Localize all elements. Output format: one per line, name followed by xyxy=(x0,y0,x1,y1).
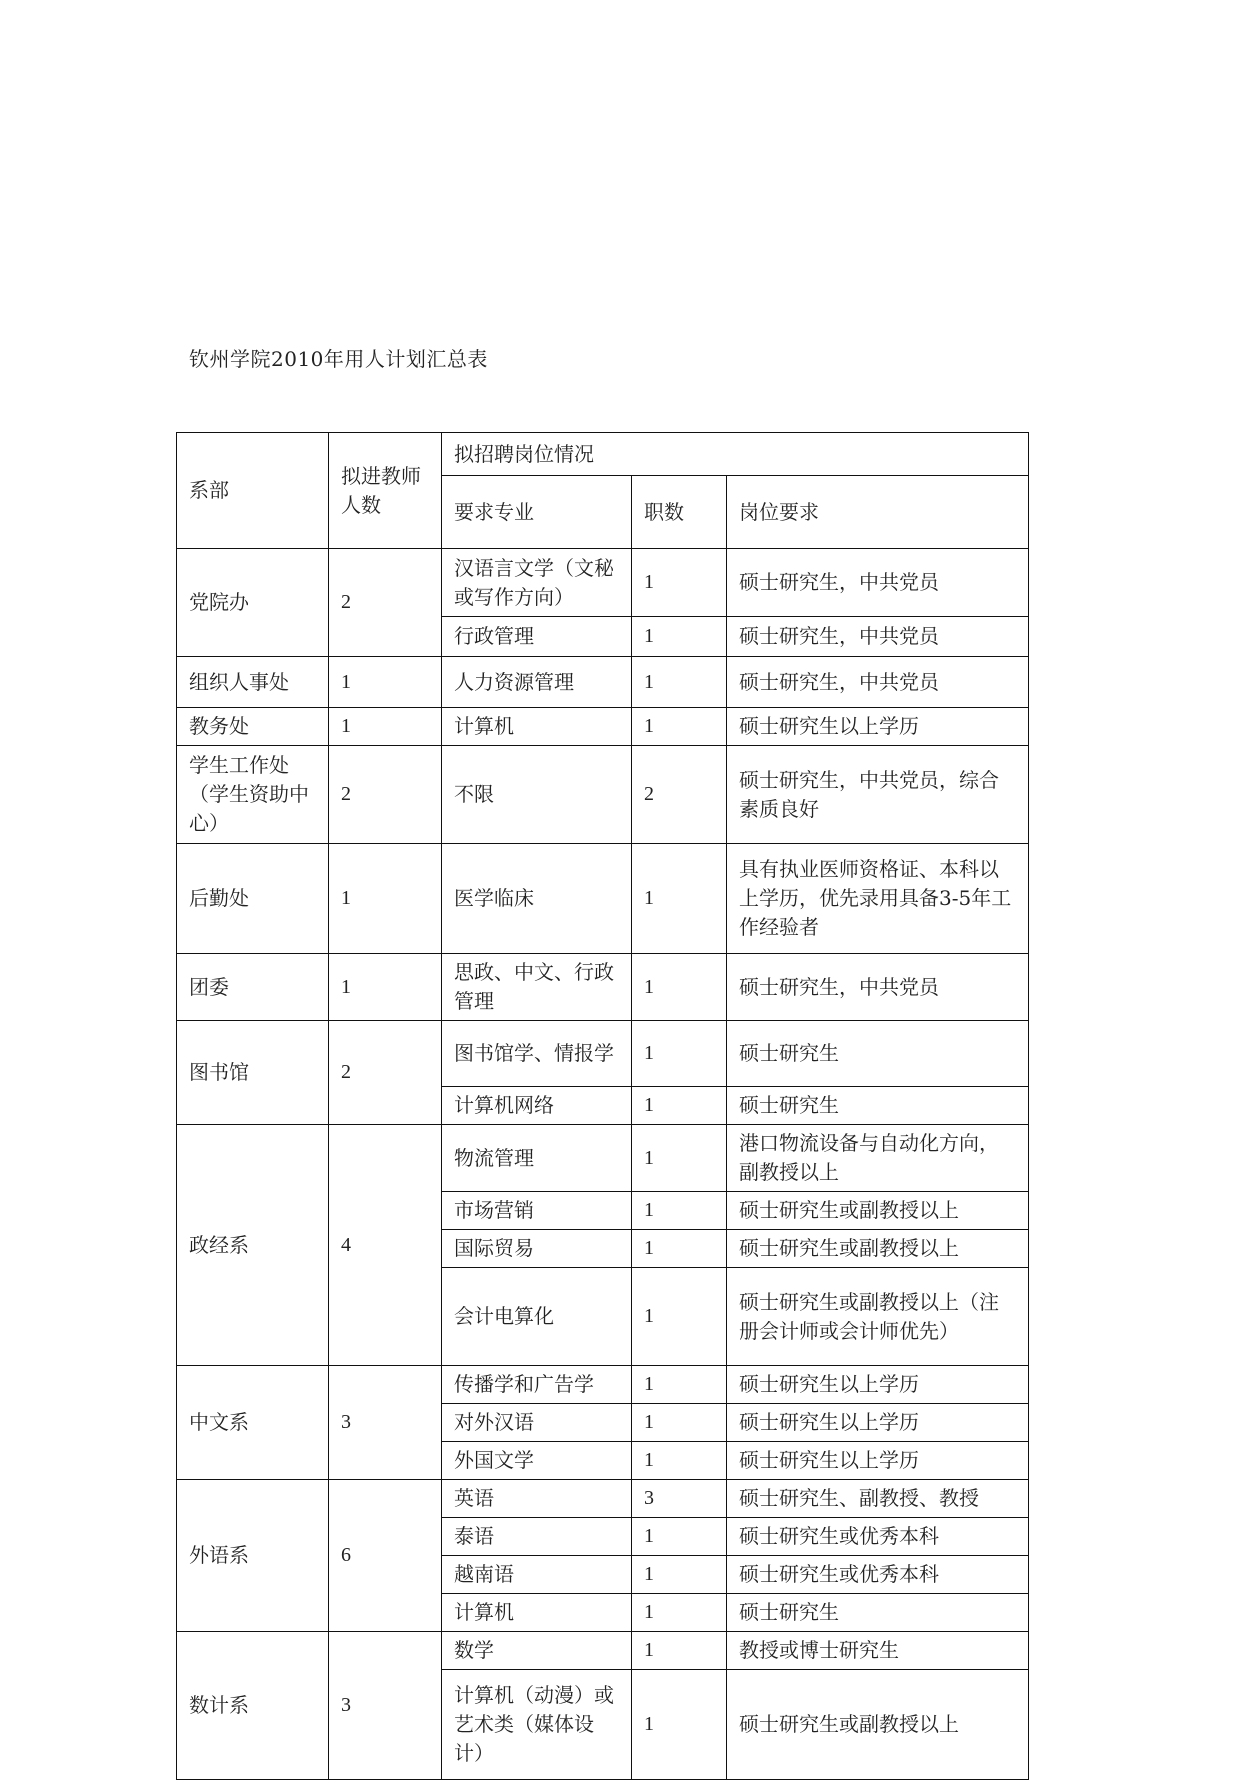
major-cell: 市场营销 xyxy=(442,1192,632,1230)
post-count-cell: 1 xyxy=(632,954,727,1021)
post-count-cell: 1 xyxy=(632,1670,727,1780)
requirement-cell: 硕士研究生以上学历 xyxy=(727,1442,1029,1480)
dept-name-cell: 教务处 xyxy=(177,708,329,746)
post-count-cell: 1 xyxy=(632,1021,727,1087)
post-count-cell: 1 xyxy=(632,1556,727,1594)
requirement-cell: 硕士研究生以上学历 xyxy=(727,1404,1029,1442)
planned-count-cell: 2 xyxy=(329,1021,442,1125)
requirement-cell: 硕士研究生或优秀本科 xyxy=(727,1518,1029,1556)
table-row xyxy=(177,746,1029,844)
requirement-cell: 硕士研究生 xyxy=(727,1594,1029,1632)
requirement-cell: 硕士研究生，中共党员 xyxy=(727,617,1029,657)
header-posts-group: 拟招聘岗位情况 xyxy=(442,433,1029,476)
major-cell: 计算机 xyxy=(442,708,632,746)
table-row xyxy=(177,657,1029,708)
dept-name-cell: 学生工作处（学生资助中心） xyxy=(177,746,329,844)
planned-count-cell: 3 xyxy=(329,1366,442,1480)
major-cell: 会计电算化 xyxy=(442,1268,632,1366)
requirement-cell: 硕士研究生、副教授、教授 xyxy=(727,1480,1029,1518)
requirement-cell: 硕士研究生以上学历 xyxy=(727,708,1029,746)
planned-count-cell: 2 xyxy=(329,549,442,657)
requirement-cell: 具有执业医师资格证、本科以上学历，优先录用具备3-5年工作经验者 xyxy=(727,844,1029,954)
post-count-cell: 1 xyxy=(632,549,727,617)
requirement-cell: 教授或博士研究生 xyxy=(727,1632,1029,1670)
post-count-cell: 1 xyxy=(632,657,727,708)
major-cell: 越南语 xyxy=(442,1556,632,1594)
dept-name-cell: 组织人事处 xyxy=(177,657,329,708)
post-count-cell: 1 xyxy=(632,844,727,954)
header-row-top xyxy=(177,433,1029,476)
post-count-cell: 3 xyxy=(632,1480,727,1518)
header-dept: 系部 xyxy=(177,433,329,549)
major-cell: 计算机（动漫）或艺术类（媒体设计） xyxy=(442,1670,632,1780)
major-cell: 物流管理 xyxy=(442,1125,632,1192)
table-row xyxy=(177,954,1029,1021)
planned-count-cell: 1 xyxy=(329,657,442,708)
header-major: 要求专业 xyxy=(442,476,632,549)
post-count-cell: 1 xyxy=(632,708,727,746)
requirement-cell: 硕士研究生 xyxy=(727,1021,1029,1087)
requirement-cell: 硕士研究生或副教授以上（注册会计师或会计师优先） xyxy=(727,1268,1029,1366)
dept-name-cell: 后勤处 xyxy=(177,844,329,954)
planned-count-cell: 4 xyxy=(329,1125,442,1366)
major-cell: 行政管理 xyxy=(442,617,632,657)
major-cell: 传播学和广告学 xyxy=(442,1366,632,1404)
post-count-cell: 1 xyxy=(632,1404,727,1442)
major-cell: 国际贸易 xyxy=(442,1230,632,1268)
post-count-cell: 1 xyxy=(632,1230,727,1268)
table-row xyxy=(177,844,1029,954)
dept-name-cell: 图书馆 xyxy=(177,1021,329,1125)
major-cell: 汉语言文学（文秘或写作方向） xyxy=(442,549,632,617)
requirement-cell: 硕士研究生或副教授以上 xyxy=(727,1192,1029,1230)
planned-count-cell: 1 xyxy=(329,708,442,746)
planned-count-cell: 1 xyxy=(329,954,442,1021)
major-cell: 思政、中文、行政管理 xyxy=(442,954,632,1021)
major-cell: 泰语 xyxy=(442,1518,632,1556)
dept-name-cell: 外语系 xyxy=(177,1480,329,1632)
planned-count-cell: 6 xyxy=(329,1480,442,1632)
table-row xyxy=(177,1480,1029,1518)
major-cell: 计算机 xyxy=(442,1594,632,1632)
table-body xyxy=(177,433,1029,1780)
table-row xyxy=(177,549,1029,617)
dept-name-cell: 中文系 xyxy=(177,1366,329,1480)
requirement-cell: 硕士研究生以上学历 xyxy=(727,1366,1029,1404)
planned-count-cell: 2 xyxy=(329,746,442,844)
post-count-cell: 1 xyxy=(632,1632,727,1670)
requirement-cell: 硕士研究生或优秀本科 xyxy=(727,1556,1029,1594)
table-row xyxy=(177,1632,1029,1670)
dept-name-cell: 政经系 xyxy=(177,1125,329,1366)
header-planned-count: 拟进教师人数 xyxy=(329,433,442,549)
requirement-cell: 硕士研究生，中共党员，综合素质良好 xyxy=(727,746,1029,844)
planned-count-cell: 3 xyxy=(329,1632,442,1780)
requirement-cell: 硕士研究生，中共党员 xyxy=(727,657,1029,708)
requirement-cell: 硕士研究生 xyxy=(727,1087,1029,1125)
major-cell: 图书馆学、情报学 xyxy=(442,1021,632,1087)
header-requirement: 岗位要求 xyxy=(727,476,1029,549)
post-count-cell: 1 xyxy=(632,1518,727,1556)
post-count-cell: 1 xyxy=(632,1087,727,1125)
dept-name-cell: 党院办 xyxy=(177,549,329,657)
major-cell: 英语 xyxy=(442,1480,632,1518)
major-cell: 医学临床 xyxy=(442,844,632,954)
post-count-cell: 1 xyxy=(632,1192,727,1230)
header-post-count: 职数 xyxy=(632,476,727,549)
major-cell: 不限 xyxy=(442,746,632,844)
planned-count-cell: 1 xyxy=(329,844,442,954)
requirement-cell: 硕士研究生，中共党员 xyxy=(727,549,1029,617)
dept-name-cell: 数计系 xyxy=(177,1632,329,1780)
table-row xyxy=(177,1021,1029,1087)
requirement-cell: 硕士研究生或副教授以上 xyxy=(727,1670,1029,1780)
requirement-cell: 硕士研究生，中共党员 xyxy=(727,954,1029,1021)
table-row xyxy=(177,1366,1029,1404)
dept-name-cell: 团委 xyxy=(177,954,329,1021)
post-count-cell: 1 xyxy=(632,1366,727,1404)
post-count-cell: 1 xyxy=(632,1125,727,1192)
post-count-cell: 1 xyxy=(632,617,727,657)
post-count-cell: 1 xyxy=(632,1594,727,1632)
document-title: 钦州学院2010年用人计划汇总表 xyxy=(189,347,488,371)
major-cell: 计算机网络 xyxy=(442,1087,632,1125)
major-cell: 数学 xyxy=(442,1632,632,1670)
staffing-plan-table xyxy=(176,432,1029,1780)
post-count-cell: 1 xyxy=(632,1268,727,1366)
major-cell: 人力资源管理 xyxy=(442,657,632,708)
table-row xyxy=(177,708,1029,746)
requirement-cell: 硕士研究生或副教授以上 xyxy=(727,1230,1029,1268)
table-row xyxy=(177,1125,1029,1192)
post-count-cell: 2 xyxy=(632,746,727,844)
requirement-cell: 港口物流设备与自动化方向，副教授以上 xyxy=(727,1125,1029,1192)
major-cell: 外国文学 xyxy=(442,1442,632,1480)
post-count-cell: 1 xyxy=(632,1442,727,1480)
major-cell: 对外汉语 xyxy=(442,1404,632,1442)
